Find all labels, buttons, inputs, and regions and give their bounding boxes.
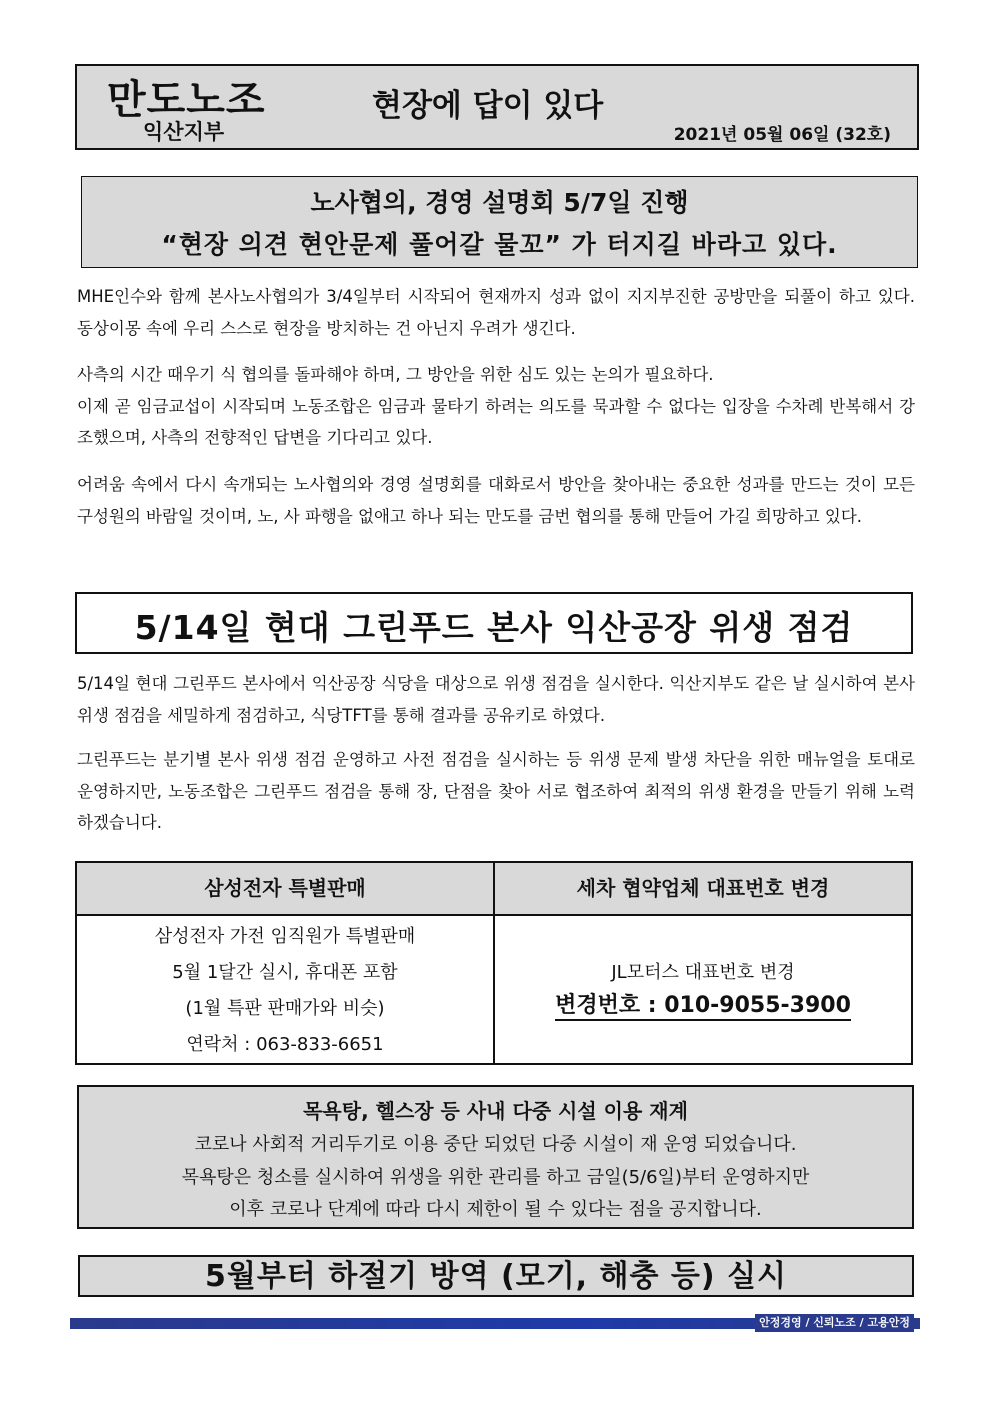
facility-notice-line1: 코로나 사회적 거리두기로 이용 중단 되었던 다중 시설이 재 운영 되었습니다. xyxy=(194,1134,797,1155)
section2-paragraph2 xyxy=(77,744,915,839)
section2-headline: 5/14일 현대 그린푸드 본사 익산공장 위생 점검 xyxy=(134,608,854,647)
masthead xyxy=(75,64,919,150)
section1-headline-box xyxy=(81,176,918,268)
section1-headline-line1: 노사협의, 경영 설명회 5/7일 진행 xyxy=(310,188,689,217)
paragraph-text: 5/14일 현대 그린푸드 본사에서 익산공장 식당을 대상으로 위생 점검을 실시한다. 익산지부도 같은 날 실시하여 본사 위생 점검을 세밀하게 점검하고, 식당TFT를 통해 결과를 공유키로 하였다. xyxy=(77,674,915,725)
section2-headline-box xyxy=(75,592,913,654)
samsung-sale-line: (1월 특판 판매가와 비슷) xyxy=(185,998,385,1019)
samsung-sale-line: 5월 1달간 실시, 휴대폰 포함 xyxy=(172,962,398,983)
facility-notice-box xyxy=(77,1085,914,1229)
section2-paragraph1 xyxy=(77,668,915,731)
carwash-header: 세차 협약업체 대표번호 변경 xyxy=(495,863,911,916)
facility-notice-title: 목욕탕, 헬스장 등 사내 다중 시설 이용 재계 xyxy=(303,1099,688,1123)
section1-paragraph2 xyxy=(77,359,915,454)
carwash-new-number: 변경번호 : 010-9055-3900 xyxy=(555,993,851,1021)
samsung-sale-contact: 연락처 : 063-833-6651 xyxy=(186,1034,384,1055)
paragraph-text: 그린푸드는 분기별 본사 위생 점검 운영하고 사전 점검을 실시하는 등 위생 문제 발생 차단을 위한 매뉴얼을 토대로 운영하지만, 노동조합은 그린푸드 점검을 통해 장, 단점을 찾아 서로 협조하여 최적의 위생 환경을 만들기 위해 노력하겠습니다. xyxy=(77,750,915,832)
carwash-line: JL모터스 대표번호 변경 xyxy=(611,962,795,983)
paragraph-text: MHE인수와 함께 본사노사협의가 3/4일부터 시작되어 현재까지 성과 없이 지지부진한 공방만을 되풀이 하고 있다. 동상이몽 속에 우리 스스로 현장을 방치하는 건 아닌지 우려가 생긴다. xyxy=(77,287,915,338)
section3-headline-box xyxy=(78,1255,914,1297)
newsletter-slogan: 현장에 답이 있다 xyxy=(372,88,604,124)
section1-headline-line2: “현장 의견 현안문제 풀어갈 물꼬” 가 터지길 바라고 있다. xyxy=(161,230,838,259)
notice-table xyxy=(75,861,913,1065)
section1-paragraph3 xyxy=(77,469,915,532)
paragraph-text: 이제 곧 임금교섭이 시작되며 노동조합은 임금과 물타기 하려는 의도를 묵과할 수 없다는 입장을 수차례 반복해서 강조했으며, 사측의 전향적인 답변을 기다리고 있다. xyxy=(77,396,915,447)
samsung-sale-header: 삼성전자 특별판매 xyxy=(77,863,495,916)
paragraph-text: 어려움 속에서 다시 속개되는 노사협의와 경영 설명회를 대화로서 방안을 찾아내는 중요한 성과를 만드는 것이 모든 구성원의 바람일 것이며, 노, 사 파행을 없애고 하나 되는 만도를 금번 협의를 통해 만들어 가길 희망하고 있다. xyxy=(77,475,915,526)
carwash-cell xyxy=(495,916,911,1063)
facility-notice-line3: 이후 코로나 단계에 따라 다시 제한이 될 수 있다는 점을 공지합니다. xyxy=(229,1199,762,1220)
carwash-number-row xyxy=(495,988,911,1019)
samsung-sale-line: 삼성전자 가전 임직원가 특별판매 xyxy=(154,926,416,947)
section3-headline: 5월부터 하절기 방역 (모기, 해충 등) 실시 xyxy=(204,1259,788,1294)
section1-paragraph1 xyxy=(77,281,915,344)
paragraph-text: 사측의 시간 때우기 식 협의를 돌파해야 하며, 그 방안을 위한 심도 있는 논의가 필요하다. xyxy=(77,365,714,384)
org-name: 만도노조 xyxy=(107,77,266,123)
facility-notice-line2: 목욕탕은 청소를 실시하여 위생을 위한 관리를 하고 금일(5/6일)부터 운영하지만 xyxy=(181,1167,810,1188)
issue-date: 2021년 05월 06일 (32호) xyxy=(673,125,891,145)
samsung-sale-cell xyxy=(77,916,495,1063)
branch-name: 익산지부 xyxy=(143,120,225,144)
footer-slogan: 안정경영 / 신뢰노조 / 고용안정 xyxy=(755,1314,914,1332)
